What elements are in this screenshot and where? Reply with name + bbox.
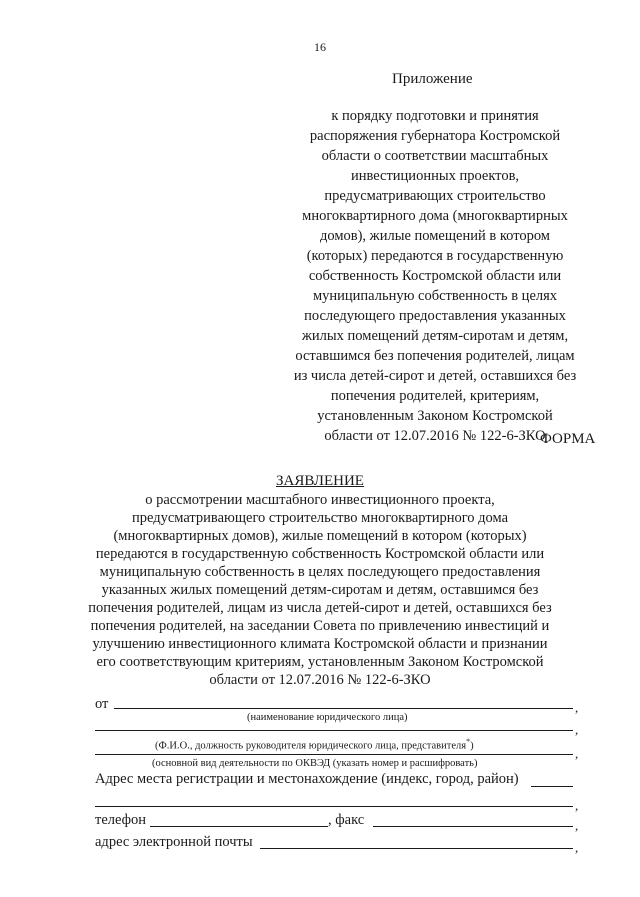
appendix-line: собственность Костромской области или [308, 268, 562, 284]
organization-name-caption: (наименование юридического лица) [247, 712, 408, 723]
appendix-line: оставшимся без попечения родителей, лицам [295, 348, 575, 364]
appendix-line: из числа детей-сирот и детей, оставшихся без [293, 368, 577, 384]
address-label: Адрес места регистрации и местонахождение (индекс, город, район) [95, 771, 519, 787]
appendix-line: последующего предоставления указанных [304, 308, 566, 324]
appendix-line: жилых помещений детям-сиротам и детям, [301, 328, 569, 344]
statement-line: указанных жилых помещений детям-сиротам и детям, оставшимся без [101, 582, 539, 598]
head-caption-end: ) [470, 740, 474, 752]
appendix-line: инвестиционных проектов, [350, 168, 520, 184]
appendix-line: (которых) передаются в государственную [306, 248, 564, 264]
head-name-caption [155, 736, 474, 753]
form-label: ФОРМА [540, 431, 596, 447]
fax-field[interactable] [373, 826, 573, 827]
comma-mark: , [575, 700, 579, 715]
head-caption-text: (Ф.И.О., должность руководителя юридического лица, представителя [155, 740, 467, 752]
statement-line: предусматривающего строительство многоквартирного дома [131, 510, 509, 526]
okved-field[interactable] [95, 754, 573, 755]
statement-line: муниципальную собственность в целях последующего предоставления [99, 564, 541, 580]
comma-mark: , [575, 840, 579, 855]
statement-line: его соответствующим критериям, установленным Законом Костромской [96, 654, 544, 670]
comma-mark: , [575, 818, 579, 833]
fax-label: , факс [328, 812, 365, 828]
address-field[interactable] [531, 786, 573, 787]
statement-line: попечения родителей, лицам из числа детей-сирот и детей, оставшихся без [88, 600, 552, 616]
appendix-line: области от 12.07.2016 № 122-6-ЗКО [324, 428, 546, 444]
statement-body [80, 491, 560, 689]
appendix-line: многоквартирного дома (многоквартирных [302, 208, 568, 224]
from-label: от [95, 696, 109, 712]
head-name-field[interactable] [95, 730, 573, 731]
address-field-line-2[interactable] [95, 806, 573, 807]
statement-line: улучшению инвестиционного климата Костромской области и признании [92, 636, 548, 652]
phone-field[interactable] [150, 826, 328, 827]
comma-mark: , [575, 722, 579, 737]
okved-caption: (основной вид деятельности по ОКВЭД (указать номер и расшифровать) [152, 758, 478, 769]
appendix-line: предусматривающих строительство [324, 188, 546, 204]
email-label: адрес электронной почты [95, 834, 253, 850]
statement-line: (многоквартирных домов), жилые помещений в котором (которых) [113, 528, 527, 544]
page-number: 16 [314, 40, 326, 54]
appendix-line: установленным Законом Костромской [317, 408, 553, 424]
appendix-line: распоряжения губернатора Костромской [309, 128, 561, 144]
appendix-title: Приложение [392, 71, 473, 87]
organization-name-field[interactable] [114, 708, 573, 709]
appendix-line: попечения родителей, критериям, [330, 388, 540, 404]
footnote-mark: * [466, 737, 471, 746]
statement-title: ЗАЯВЛЕНИЕ [276, 473, 364, 489]
appendix-line: домов), жилые помещений в котором [319, 228, 550, 244]
appendix-line: муниципальную собственность в целях [312, 288, 558, 304]
statement-line: передаются в государственную собственность Костромской области или [95, 546, 545, 562]
statement-line: области от 12.07.2016 № 122-6-ЗКО [209, 672, 431, 688]
email-field[interactable] [260, 848, 573, 849]
phone-label: телефон [95, 812, 147, 828]
comma-mark: , [575, 798, 579, 813]
appendix-block [270, 106, 600, 446]
statement-line: о рассмотрении масштабного инвестиционного проекта, [145, 492, 495, 508]
statement-line: попечения родителей, на заседании Совета по привлечению инвестиций и [90, 618, 550, 634]
comma-mark: , [575, 746, 579, 761]
appendix-line: области о соответствии масштабных [321, 148, 549, 164]
appendix-line: к порядку подготовки и принятия [331, 108, 539, 124]
